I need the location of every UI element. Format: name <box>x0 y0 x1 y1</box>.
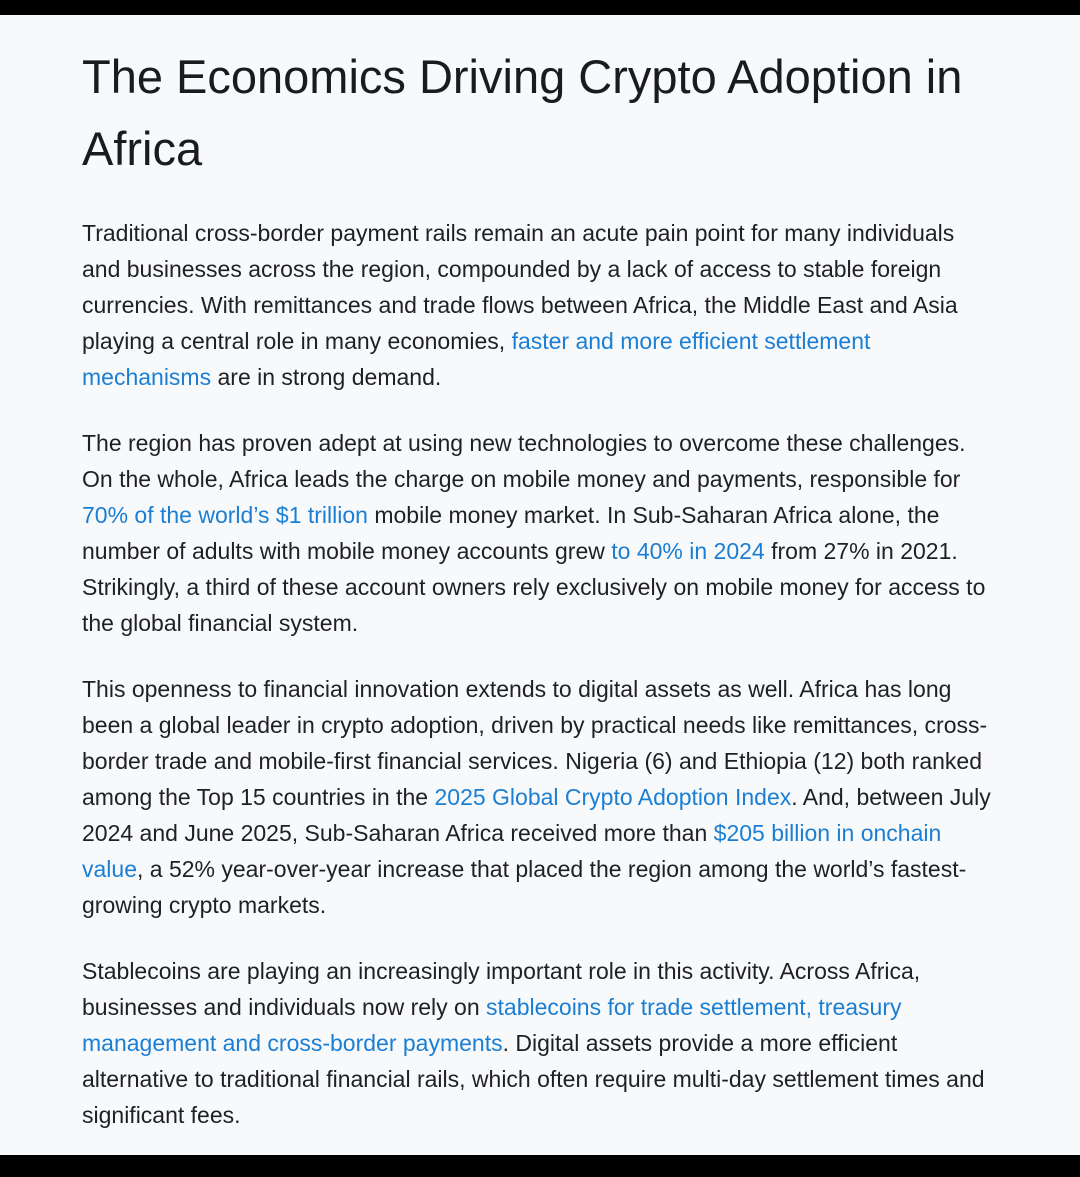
paragraph-text: Traditional cross-border payment rails remain an acute pain point for many individuals and businesses across the region, compounded by a lack of access to stable foreign currencies. With remittances and trade flows between Africa, the Middle East and Asia playing a central role in many economies, <box>82 220 958 354</box>
paragraph-text: , a 52% year-over-year increase that placed the region among the world’s fastest-growing crypto markets. <box>82 856 967 918</box>
paragraph-mobile-money <box>82 425 997 641</box>
link-stablecoins-uses[interactable]: stablecoins for trade settlement, treasury management and cross-border payments <box>82 994 902 1056</box>
link-mobile-money-market[interactable]: 70% of the world’s $1 trillion <box>82 502 368 528</box>
paragraph-stablecoins <box>82 953 997 1133</box>
paragraph-text: . Digital assets provide a more efficient alternative to traditional financial rails, which often require multi-day settlement times and significant fees. <box>82 1030 985 1128</box>
paragraph-text: mobile money market. In Sub-Saharan Africa alone, the number of adults with mobile money accounts grew <box>82 502 940 564</box>
paragraph-text: Stablecoins are playing an increasingly important role in this activity. Across Africa, businesses and individuals now rely on <box>82 958 921 1020</box>
paragraph-digital-assets <box>82 671 997 923</box>
link-adoption-index[interactable]: 2025 Global Crypto Adoption Index <box>434 784 792 810</box>
paragraph-text: from 27% in 2021. Strikingly, a third of these account owners rely exclusively on mobile money for access to the global financial system. <box>82 538 986 636</box>
paragraph-text: The region has proven adept at using new technologies to overcome these challenges. On the whole, Africa leads the charge on mobile money and payments, responsible for <box>82 430 966 492</box>
link-faster-settlement[interactable]: faster and more efficient settlement mechanisms <box>82 328 871 390</box>
link-onchain-value[interactable]: $205 billion in onchain value <box>82 820 942 882</box>
article-page <box>0 15 1080 1155</box>
paragraph-text: are in strong demand. <box>211 364 442 390</box>
article-title: The Economics Driving Crypto Adoption in Africa <box>82 50 963 175</box>
link-mobile-accounts-2024[interactable]: to 40% in 2024 <box>611 538 765 564</box>
paragraph-text: This openness to financial innovation extends to digital assets as well. Africa has long been a global leader in crypto adoption, driven by practical needs like remittances, cross-border trade and mobile-first financial services. Nigeria (6) and Ethiopia (12) both ranked among the Top 15 countries in the <box>82 676 988 810</box>
paragraph-cross-border-payments <box>82 215 997 395</box>
paragraph-text: . And, between July 2024 and June 2025, Sub-Saharan Africa received more than <box>82 784 991 846</box>
article-content <box>82 15 997 1133</box>
